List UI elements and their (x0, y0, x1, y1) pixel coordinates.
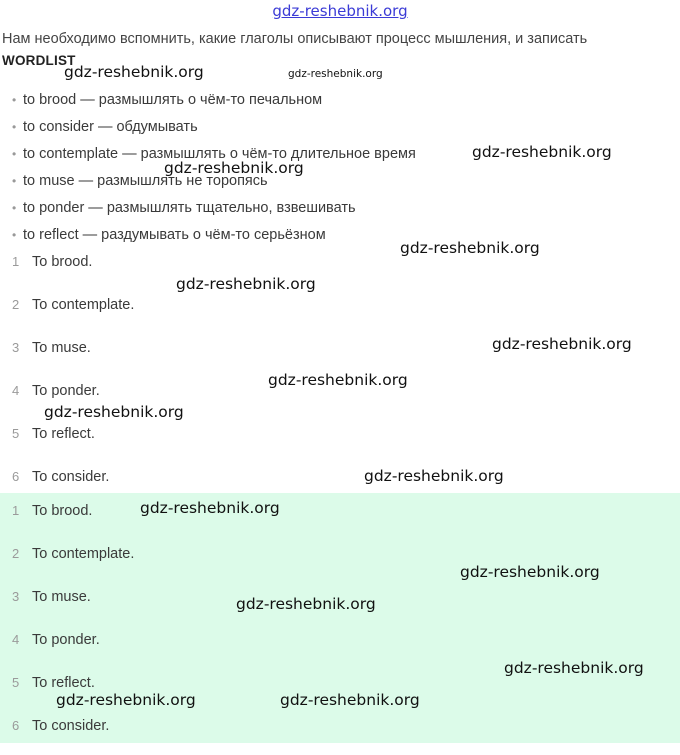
watermark: gdz-reshebnik.org (64, 63, 204, 81)
item-text: To contemplate. (32, 546, 135, 562)
answer-key (0, 493, 680, 743)
wordlist-item-text: to ponder — размышлять тщательно, взвешивать (23, 200, 356, 216)
watermark: gdz-reshebnik.org (236, 595, 376, 613)
wordlist-item (12, 115, 416, 142)
wordlist-item (12, 196, 416, 223)
watermark: gdz-reshebnik.org (280, 691, 420, 709)
item-text: To consider. (32, 469, 110, 485)
wordlist-item-text: to reflect — раздумывать о чём-то серьёзном (23, 227, 326, 243)
exercise-item (0, 248, 680, 291)
item-number: 6 (12, 718, 20, 733)
watermark: gdz-reshebnik.org (176, 275, 316, 293)
exercise-item (0, 291, 680, 334)
watermark: gdz-reshebnik.org (460, 563, 600, 581)
bullet-icon: • (12, 147, 17, 161)
answer-item (0, 540, 680, 583)
exercise-item (0, 334, 680, 377)
item-number: 1 (12, 503, 20, 518)
item-text: To brood. (32, 254, 93, 270)
watermark: gdz-reshebnik.org (164, 159, 304, 177)
watermark: gdz-reshebnik.org (504, 659, 644, 677)
watermark: gdz-reshebnik.org (268, 371, 408, 389)
item-number: 1 (12, 254, 20, 269)
wordlist-item (12, 142, 416, 169)
bullet-icon: • (12, 120, 17, 134)
watermark: gdz-reshebnik.org (288, 68, 383, 80)
exercise-item (0, 420, 680, 463)
watermark: gdz-reshebnik.org (44, 403, 184, 421)
answer-item (0, 497, 680, 540)
item-text: To contemplate. (32, 297, 135, 313)
watermark: gdz-reshebnik.org (140, 499, 280, 517)
item-text: To brood. (32, 503, 93, 519)
item-text: To muse. (32, 589, 91, 605)
watermark: gdz-reshebnik.org (472, 143, 612, 161)
watermark: gdz-reshebnik.org (492, 335, 632, 353)
item-number: 2 (12, 297, 20, 312)
item-text: To reflect. (32, 675, 95, 691)
wordlist-item-text: to brood — размышлять о чём-то печальном (23, 92, 323, 108)
item-text: To muse. (32, 340, 91, 356)
item-text: To ponder. (32, 383, 100, 399)
wordlist-item (12, 223, 416, 250)
exercise-item (0, 377, 680, 420)
answer-item (0, 626, 680, 669)
bullet-icon: • (12, 201, 17, 215)
item-text: To consider. (32, 718, 110, 734)
exercise-list (0, 248, 680, 493)
item-number: 2 (12, 546, 20, 561)
bullet-icon: • (12, 93, 17, 107)
wordlist-item (12, 88, 416, 115)
wordlist-item-text: to contemplate — размышлять о чём-то длительное время (23, 146, 416, 162)
item-number: 4 (12, 632, 20, 647)
item-number: 5 (12, 675, 20, 690)
bullet-icon: • (12, 174, 17, 188)
answer-item (0, 669, 680, 712)
item-text: To ponder. (32, 632, 100, 648)
site-link[interactable]: gdz-reshebnik.org (272, 2, 408, 20)
wordlist-item-text: to consider — обдумывать (23, 119, 198, 135)
answer-item (0, 583, 680, 626)
intro-text: Нам необходимо вспомнить, какие глаголы описывают процесс мышления, и записать (2, 31, 588, 47)
wordlist (12, 88, 416, 250)
item-number: 4 (12, 383, 20, 398)
watermark: gdz-reshebnik.org (56, 691, 196, 709)
wordlist-title: WORDLIST (2, 53, 76, 68)
wordlist-item-text: to muse — размышлять не торопясь (23, 173, 268, 189)
wordlist-item (12, 169, 416, 196)
answer-item (0, 712, 680, 755)
item-number: 3 (12, 589, 20, 604)
item-text: To reflect. (32, 426, 95, 442)
watermark: gdz-reshebnik.org (400, 239, 540, 257)
item-number: 3 (12, 340, 20, 355)
watermark: gdz-reshebnik.org (364, 467, 504, 485)
bullet-icon: • (12, 228, 17, 242)
item-number: 5 (12, 426, 20, 441)
item-number: 6 (12, 469, 20, 484)
